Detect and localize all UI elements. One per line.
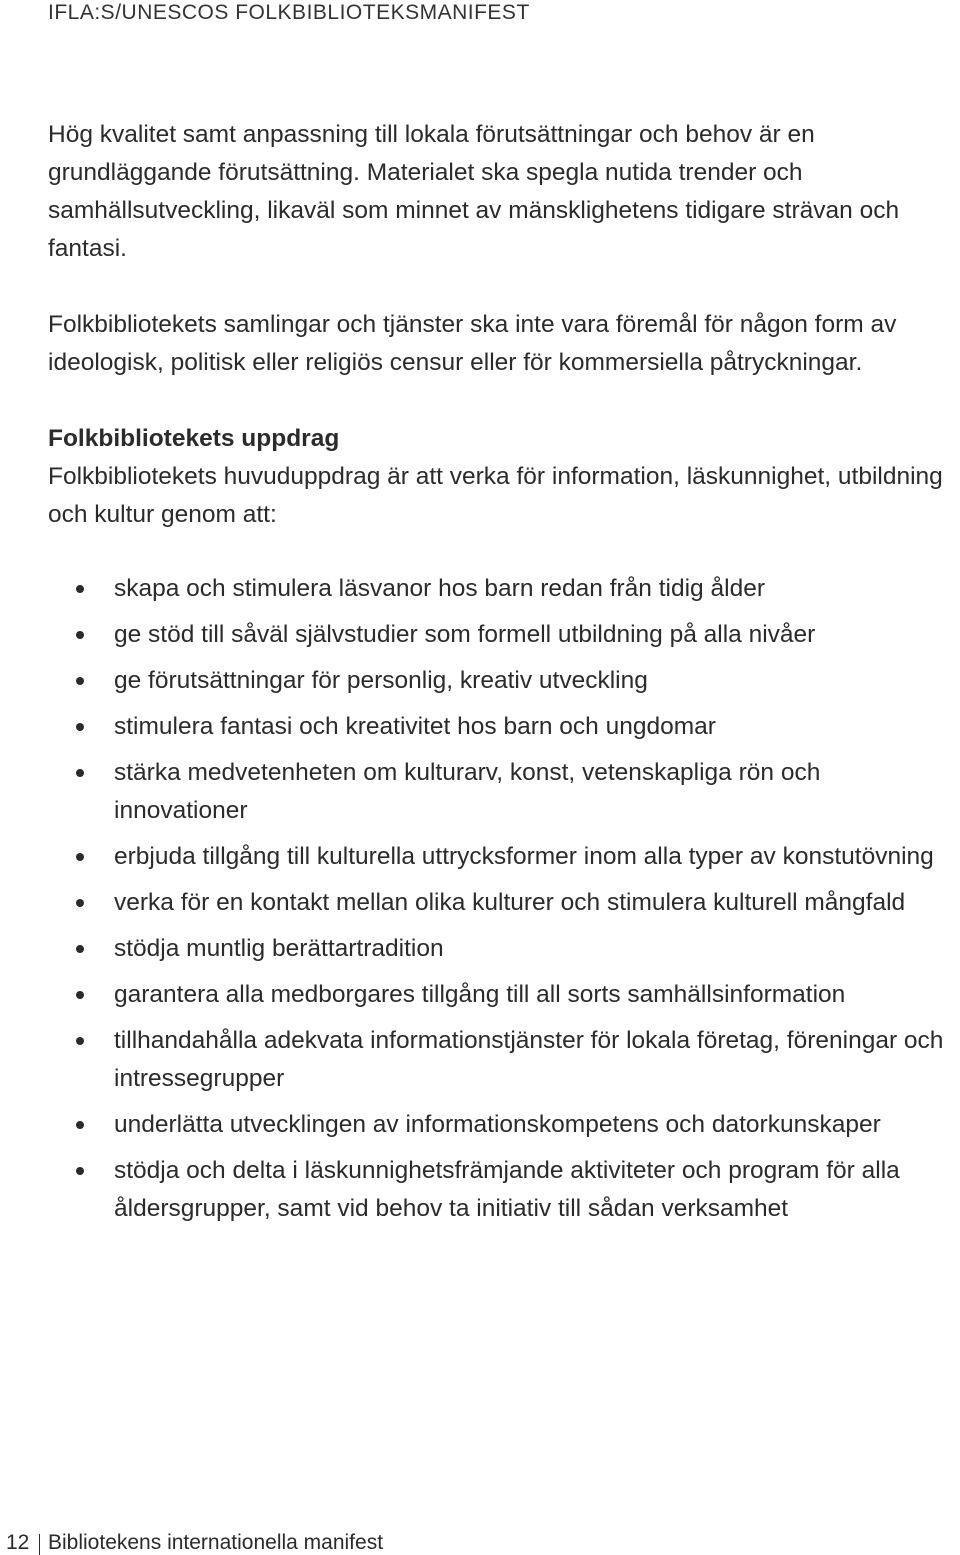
list-item — [48, 570, 948, 608]
list-item-text: stärka medvetenheten om kulturarv, konst, vetenskapliga rön och innovationer — [114, 759, 821, 824]
bullet-icon — [76, 991, 84, 999]
bullet-icon — [76, 723, 84, 731]
list-item-text: ge stöd till såväl självstudier som formell utbildning på alla nivåer — [114, 621, 816, 648]
list-item — [48, 754, 948, 830]
list-item-text: tillhandahålla adekvata informationstjänster för lokala företag, föreningar och intressegrupper — [114, 1027, 944, 1092]
list-item-text: ge förutsättningar för personlig, kreativ utveckling — [114, 667, 648, 694]
bullet-icon — [76, 1037, 84, 1045]
bullet-icon — [76, 677, 84, 685]
bullet-icon — [76, 945, 84, 953]
list-item — [48, 1022, 948, 1098]
list-item-text: skapa och stimulera läsvanor hos barn redan från tidig ålder — [114, 575, 765, 602]
page-body — [48, 116, 948, 1236]
bullet-icon — [76, 1121, 84, 1129]
list-item — [48, 1152, 948, 1228]
list-item-text: underlätta utvecklingen av informationskompetens och datorkunskaper — [114, 1111, 881, 1138]
bullet-icon — [76, 1167, 84, 1175]
bullet-icon — [76, 769, 84, 777]
bullet-icon — [76, 631, 84, 639]
list-item-text: verka för en kontakt mellan olika kulturer och stimulera kulturell mångfald — [114, 889, 906, 916]
footer-title: Bibliotekens internationella manifest — [48, 1531, 384, 1554]
page-footer — [0, 1530, 960, 1555]
bullet-icon — [76, 899, 84, 907]
list-item — [48, 884, 948, 922]
page-number: 12 — [6, 1531, 30, 1554]
section-intro: Folkbibliotekets huvuduppdrag är att verka för information, läskunnighet, utbildning och kultur genom att: — [48, 463, 943, 528]
list-item-text: stödja och delta i läskunnighetsfrämjande aktiviteter och program för alla åldersgrupper, samt vid behov ta initiativ till sådan verksamhet — [114, 1157, 900, 1222]
paragraph-quality: Hög kvalitet samt anpassning till lokala förutsättningar och behov är en grundläggande förutsättning. Materialet ska spegla nutida trender och samhällsutveckling, likaväl som minnet av mänsklighetens tidigare strävan och fantasi. — [48, 121, 900, 262]
section-heading: Folkbibliotekets uppdrag — [48, 425, 340, 452]
list-item — [48, 616, 948, 654]
list-item — [48, 662, 948, 700]
list-item-text: garantera alla medborgares tillgång till all sorts samhällsinformation — [114, 981, 846, 1008]
footer-divider — [39, 1534, 40, 1555]
list-item — [48, 1106, 948, 1144]
list-item-text: stödja muntlig berättartradition — [114, 935, 444, 962]
list-item — [48, 838, 948, 876]
bullet-icon — [76, 853, 84, 861]
list-item-text: stimulera fantasi och kreativitet hos barn och ungdomar — [114, 713, 716, 740]
list-item — [48, 930, 948, 968]
list-item — [48, 708, 948, 746]
bullet-icon — [76, 585, 84, 593]
mission-list — [48, 570, 948, 1228]
running-header: IFLA:S/UNESCOS FOLKBIBLIOTEKSMANIFEST — [48, 1, 530, 24]
list-item-text: erbjuda tillgång till kulturella uttrycksformer inom alla typer av konstutövning — [114, 843, 934, 870]
paragraph-censorship: Folkbibliotekets samlingar och tjänster ska inte vara föremål för någon form av ideologisk, politisk eller religiös censur eller för kommersiella påtryckningar. — [48, 311, 897, 376]
list-item — [48, 976, 948, 1014]
